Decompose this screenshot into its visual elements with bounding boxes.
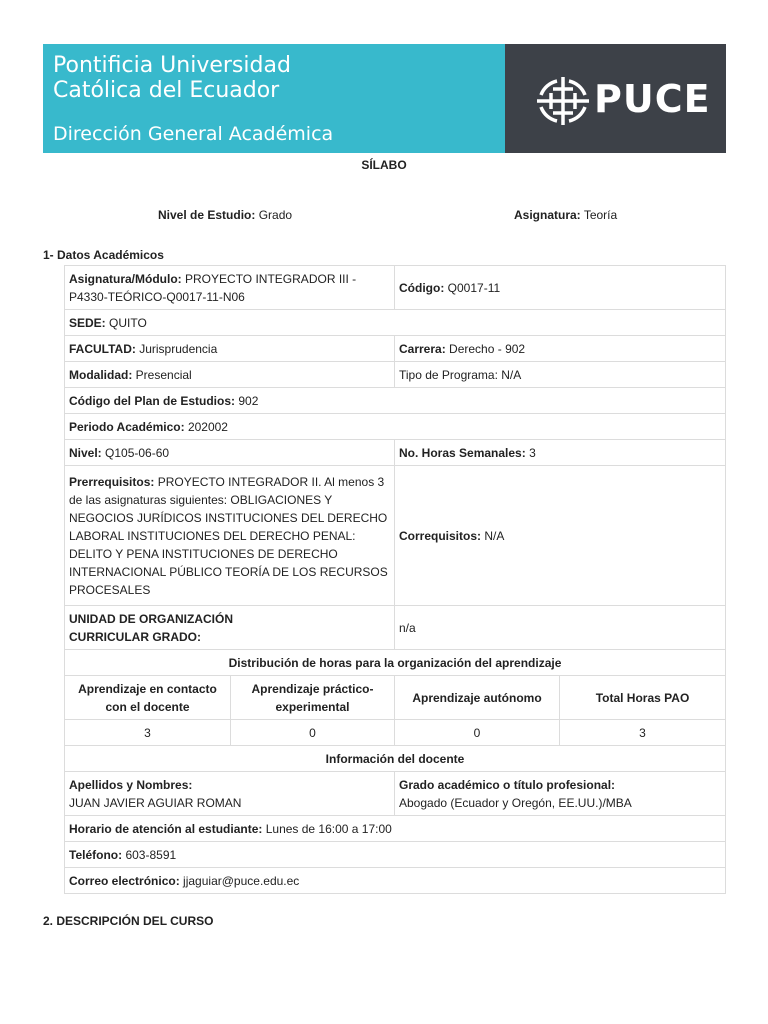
university-name-line1: Pontificia Universidad bbox=[53, 53, 291, 78]
label: Nivel: bbox=[69, 445, 102, 460]
cell-horas-semanales bbox=[395, 440, 726, 466]
subject-type-label: Asignatura: bbox=[514, 208, 581, 222]
table-row bbox=[65, 336, 726, 362]
table-row bbox=[65, 842, 726, 868]
table-row bbox=[65, 650, 726, 676]
header-banner bbox=[43, 44, 726, 153]
subject-type bbox=[514, 208, 617, 222]
academic-data-table bbox=[64, 265, 726, 894]
cell-plan-estudios bbox=[65, 388, 726, 414]
table-row bbox=[65, 868, 726, 894]
label: Horario de atención al estudiante: bbox=[69, 821, 263, 836]
table-row bbox=[65, 772, 726, 816]
table-row bbox=[65, 414, 726, 440]
cell-periodo bbox=[65, 414, 726, 440]
label: FACULTAD: bbox=[69, 341, 136, 356]
header-total-pao: Total Horas PAO bbox=[560, 676, 726, 720]
header-title-block bbox=[43, 44, 505, 153]
logo-text: PUCE bbox=[594, 77, 711, 121]
cell-prerrequisitos bbox=[65, 466, 395, 606]
value: Abogado (Ecuador y Oregón, EE.UU.)/MBA bbox=[399, 795, 632, 810]
value: PROYECTO INTEGRADOR II. Al menos 3 de las asignaturas siguientes: OBLIGACIONES Y NEGOCIOS JURÍDICOS INSTITUCIONES DEL DERECHO LABORAL INSTITUCIONES DEL DERECHO PENAL: DELITO Y PENA INSTITUCIONES DE DERECHO INTERNACIONAL PÚBLICO TEORÍA DE LOS RECURSOS PROCESALES bbox=[69, 474, 388, 597]
department-name: Dirección General Académica bbox=[53, 123, 334, 145]
table-row bbox=[65, 388, 726, 414]
cell-nivel bbox=[65, 440, 395, 466]
value-practico-experimental: 0 bbox=[231, 720, 395, 746]
subject-type-value: Teoría bbox=[583, 208, 618, 222]
label: Periodo Académico: bbox=[69, 419, 185, 434]
table-row bbox=[65, 720, 726, 746]
label: Modalidad: bbox=[69, 367, 133, 382]
cell-carrera bbox=[395, 336, 726, 362]
cell-asignatura bbox=[65, 266, 395, 310]
value: Lunes de 16:00 a 17:00 bbox=[265, 821, 392, 836]
table-row bbox=[65, 362, 726, 388]
distribution-title: Distribución de horas para la organización del aprendizaje bbox=[65, 650, 726, 676]
study-level-value: Grado bbox=[258, 208, 293, 222]
table-row bbox=[65, 676, 726, 720]
value: 3 bbox=[529, 445, 536, 460]
label: Correquisitos: bbox=[399, 528, 482, 543]
cell-sede bbox=[65, 310, 726, 336]
logo-block bbox=[505, 44, 726, 153]
label: No. Horas Semanales: bbox=[399, 445, 526, 460]
table-row bbox=[65, 606, 726, 650]
value: Presencial bbox=[135, 367, 192, 382]
cell-modalidad bbox=[65, 362, 395, 388]
teacher-info-title: Información del docente bbox=[65, 746, 726, 772]
value-total-pao: 3 bbox=[560, 720, 726, 746]
value: Q0017-11 bbox=[447, 280, 501, 295]
document-title: SÍLABO bbox=[361, 158, 407, 172]
table-row bbox=[65, 310, 726, 336]
label: Carrera: bbox=[399, 341, 446, 356]
value: QUITO bbox=[109, 315, 147, 330]
value: 902 bbox=[238, 393, 259, 408]
value: Derecho - 902 bbox=[449, 341, 526, 356]
university-name-line2: Católica del Ecuador bbox=[53, 78, 280, 103]
cell-tipo-programa: Tipo de Programa: N/A bbox=[395, 362, 726, 388]
section-academic-data-title: 1- Datos Académicos bbox=[43, 248, 164, 262]
cell-email bbox=[65, 868, 726, 894]
study-level bbox=[158, 208, 292, 222]
label: UNIDAD DE ORGANIZACIÓN CURRICULAR GRADO: bbox=[69, 611, 233, 644]
cell-unidad-value: n/a bbox=[395, 606, 726, 650]
value: 202002 bbox=[187, 419, 228, 434]
label: Código: bbox=[399, 280, 445, 295]
value: Q105-06-60 bbox=[105, 445, 170, 460]
table-row bbox=[65, 266, 726, 310]
cell-teacher-degree bbox=[395, 772, 726, 816]
value: 603-8591 bbox=[125, 847, 177, 862]
header-contacto-docente: Aprendizaje en contacto con el docente bbox=[65, 676, 231, 720]
label: Código del Plan de Estudios: bbox=[69, 393, 236, 408]
label: Prerrequisitos: bbox=[69, 474, 155, 489]
label: Apellidos y Nombres: bbox=[69, 777, 193, 792]
cell-phone bbox=[65, 842, 726, 868]
label: Teléfono: bbox=[69, 847, 123, 862]
cell-office-hours bbox=[65, 816, 726, 842]
label: Asignatura/Módulo: bbox=[69, 271, 182, 286]
table-row bbox=[65, 466, 726, 606]
cell-codigo bbox=[395, 266, 726, 310]
header-practico-experimental: Aprendizaje práctico-experimental bbox=[231, 676, 395, 720]
table-row bbox=[65, 746, 726, 772]
label: Grado académico o título profesional: bbox=[399, 777, 616, 792]
puce-emblem-icon bbox=[535, 75, 591, 127]
value: N/A bbox=[484, 528, 505, 543]
value: PROYECTO INTEGRADOR III - P4330-TEÓRICO-Q0017-11-N06 bbox=[69, 271, 357, 304]
cell-facultad bbox=[65, 336, 395, 362]
table-row bbox=[65, 816, 726, 842]
label: Correo electrónico: bbox=[69, 873, 180, 888]
cell-correquisitos bbox=[395, 466, 726, 606]
value-contacto-docente: 3 bbox=[65, 720, 231, 746]
label: SEDE: bbox=[69, 315, 106, 330]
section-course-description-title: 2. DESCRIPCIÓN DEL CURSO bbox=[43, 914, 214, 928]
value: Jurisprudencia bbox=[139, 341, 218, 356]
study-level-label: Nivel de Estudio: bbox=[158, 208, 256, 222]
value-autonomo: 0 bbox=[395, 720, 560, 746]
table-row bbox=[65, 440, 726, 466]
cell-unidad-label bbox=[65, 606, 395, 650]
value: jjaguiar@puce.edu.ec bbox=[183, 873, 300, 888]
cell-teacher-name bbox=[65, 772, 395, 816]
header-autonomo: Aprendizaje autónomo bbox=[395, 676, 560, 720]
value: JUAN JAVIER AGUIAR ROMAN bbox=[69, 795, 242, 810]
